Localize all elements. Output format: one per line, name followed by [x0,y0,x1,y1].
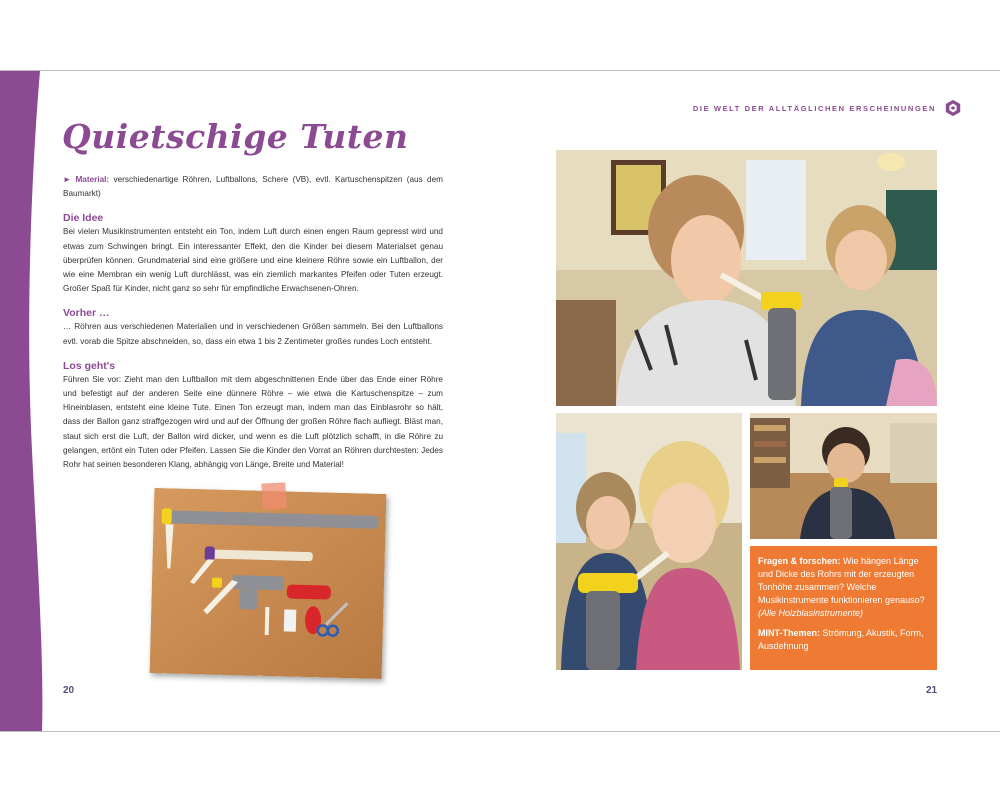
box-question-label: Fragen & forschen: [758,556,841,566]
photo-kids-bottom-left [556,413,742,670]
tape-strip [261,482,286,509]
box-question-text: Wie hängen Länge und Dicke des Rohrs mit der erzeugten Tonhöhe zusammen? Welche Musikinstrumente funktionieren genauso? [758,556,925,605]
box-mint [758,627,929,653]
material-label: ► Material: [63,175,110,184]
heading-vorher: Vorher … [63,307,110,320]
heading-los-gehts: Los geht's [63,359,116,372]
purple-spine-band [0,71,44,731]
heading-idee: Die Idee [63,212,104,225]
material-text: verschiedenartige Röhren, Luftballons, Schere (VB), evtl. Kartuschenspitzen (aus dem Baumarkt) [63,175,443,199]
text-idee: Bei vielen Musikinstrumenten entsteht ein Ton, indem Luft durch einen engen Raum gepresst wird und etwas zum Schwingen bringt. Ein interessanter Effekt, den die Kinder bei diesem Materialset genau überprüfen können. Grundmaterial sind eine größere und eine kleinere Röhre sowie ein Luftballon, der wie eine Membran ein wenig Luft durchlässt, was ein ziemlich markantes Pfeifen oder Tuten erzeugt. Großer Spaß für Kinder, nicht ganz so sehr für empfindliche Erwachsenen-Ohren. [63,227,443,294]
page-number-right: 21 [926,685,938,696]
hexagon-icon [944,99,962,117]
photo-kids-top [556,150,937,406]
page-title: Quietschige Tuten [62,117,409,156]
photo-boy [750,413,937,539]
info-box [750,546,937,670]
page-number-left: 20 [63,685,75,696]
box-question [758,555,929,620]
body-text [63,173,443,472]
book-spread [0,70,1000,732]
text-los-gehts: Führen Sie vor: Zieht man den Luftballon mit dem abgeschnittenen Ende über das Ende einer Röhre und befestigt auf der anderen Seite eine dünnere Röhre – wie etwa die Kartuschenspitze – zum Hineinblasen, entsteht eine kleine Tute. Einen Ton erzeugt man, indem man das Einblasrohr so hält, dass der Ballon ganz straffgezogen wird und auf der Öffnung der großen Röhre flach aufliegt. Bläst man, staut sich erst die Luft, der Ballon wird dicker, und wenn es die Luft plötzlich schafft, in die Röhre zu gelangen, ertönt ein Tuten oder Pfeifen. Lassen Sie die Kinder den Vorrat an Röhren durchtesten: Jedes Rohr hat seinen besonderen Klang, abhängig von Länge, Breite und Material! [63,374,443,470]
box-mint-label: MINT-Themen: [758,628,820,638]
box-mint-text: Strömung, Akustik, Form, Ausdehnung [758,628,924,651]
text-vorher: … Röhren aus verschiedenen Materialien und in verschiedenen Größen sammeln. Bei den Luftballons evtl. vorab die Spitze abschneiden, so, dass ein etwa 1 bis 2 Zentimeter großes rundes Loch entsteht. [63,322,443,346]
materials-photo [150,488,387,679]
box-answer: (Alle Holzblasinstrumente) [758,608,864,618]
material-paragraph [63,173,443,201]
section-header: DIE WELT DER ALLTÄGLICHEN ERSCHEINUNGEN [692,104,936,113]
